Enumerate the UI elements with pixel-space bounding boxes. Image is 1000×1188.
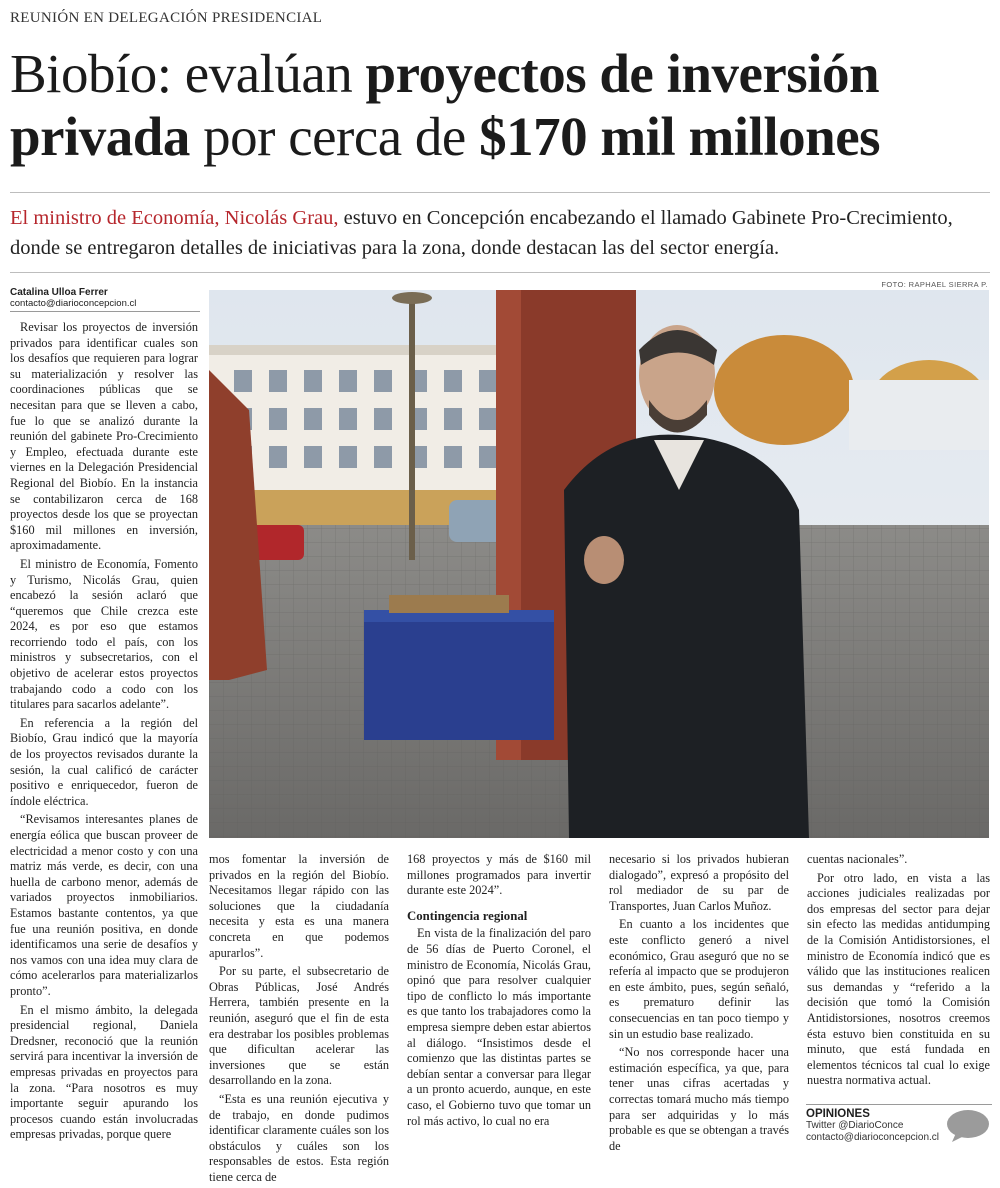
opiniones-box [806,1104,992,1152]
paragraph: Por su parte, el subsecretario de Obras Públicas, José Andrés Herrera, también presente en la reunión, aseguró que el fin de esta era destrabar los posibles problemas que dificultan acelerar las inversiones que se están desarrollando en la zona. [209,964,389,1088]
lead-highlight: El ministro de Economía, Nicolás Grau, [10,207,339,229]
column-4 [609,852,789,1157]
column-2 [209,852,389,1188]
paragraph: “No nos corresponde hacer una estimación específica, ya que, para tener unas cifras acertadas y correctas tomará mucho más tiempo para ser adquiridas y lo más probable es que se obtengan a través de [609,1045,789,1153]
column-1 [10,320,198,1146]
paragraph: El ministro de Economía, Fomento y Turismo, Nicolás Grau, quien encabezó la sesión aclaró que “queremos que Chile crezca este 2024, es por eso que estamos recorriendo todo el país, con los ministros y subsecretarios, con el objetivo de acelerar estos proyectos trabajando codo a codo con los titulares para sacarlos adelante”. [10,556,198,712]
paragraph: En vista de la finalización del paro de 56 días de Puerto Coronel, el ministro de Economía, Nicolás Grau, opinó que para resolver cualquier tipo de conflicto lo más importante es que tanto los trabajadores como la empresa siempre deben estar abiertos al diálogo. “Insistimos desde el comienzo que las distintas partes se debían sentar a conversar para llegar a un pronto acuerdo, aunque, en este caso, el Gobierno tuvo que tomar un rol más activo, lo cual no era [407,926,591,1128]
paragraph: cuentas nacionales”. [807,852,908,866]
divider [10,272,990,273]
paragraph: necesario si los privados hubieran dialogado”, expresó a propósito del rol mediador de su par de Transportes, Juan Carlos Muñoz. [609,852,789,913]
headline [10,42,995,168]
twitter-handle[interactable]: Twitter @DiarioConce [806,1120,904,1131]
paragraph: “Esta es una reunión ejecutiva y de trabajo, en donde pudimos identificar claramente cuáles son los obstáculos y cuáles son los responsables de estos. Esta región tiene cerca de [209,1091,389,1184]
kicker: REUNIÓN EN DELEGACIÓN PRESIDENCIAL [10,10,323,26]
paragraph: mos fomentar la inversión de privados en la región del Biobío. Necesitamos llegar rápido con las soluciones que la ciudadanía necesita y esta es una manera concreta en que podemos apurarlos”. [209,852,389,960]
column-5 [807,852,990,1092]
paragraph: “Revisamos interesantes planes de energía eólica que buscan proveer de electricidad a menor costo y con una matriz más verde, es decir, con una huella de carbono menor, además de variados proyectos inmobiliarios. Estamos bastante contentos, ya que fue una reunión positiva, en donde identificamos una serie de desafíos y nos vamos con una idea muy clara de cómo acelerarlos para materializarlos pronto”. [10,812,198,998]
divider [10,192,990,193]
subheading: Contingencia regional [407,908,528,923]
headline-part-2: por cerca de [189,106,480,167]
paragraph: 168 proyectos y más de $160 mil millones programados para invertir durante este 2024”. [407,852,591,898]
photo-credit: FOTO: RAPHAEL SIERRA P. [881,280,988,289]
paragraph: Por otro lado, en vista a las acciones judiciales realizadas por dos empresas del sector para dejar sin efecto las medidas antidumping de la Comisión Antidistorsiones, el ministro de Economía indicó que es válido que las instituciones realicen sus demandas y “referido a la decisión que tomó la Comisión Antidistorsiones, nosotros creemos ésta estuvo bien constituida en su minuto, que está fundada en elementos técnicos tal cual lo exige nuestra normativa actual. [807,870,990,1088]
headline-part-1: Biobío: evalúan [10,43,366,104]
paragraph: En referencia a la región del Biobío, Grau indicó que la mayoría de los proyectos revisados durante la sesión, la cual calificó de carácter positivo e enriquecedor, fueron de índole eléctrica. [10,715,198,808]
author-name: Catalina Ulloa Ferrer [10,287,108,298]
byline [10,287,200,309]
speech-bubble-icon [946,1109,990,1143]
headline-bold-2: $170 mil millones [479,106,881,167]
column-3 [407,852,591,1132]
lead-text: estuvo en Concepción encabezando el llamado Gabinete Pro-Crecimiento, donde se entregaron detalles de iniciativas para la zona, donde destacan las del sector energía. [10,207,953,259]
divider [10,311,200,312]
lead-paragraph [10,203,995,263]
paragraph: En cuanto a los incidentes que este conflicto generó a nivel económico, Grau aseguró que no se refería al impacto que se produjeron en este ámbito, pues, según señaló, es prematuro definir las consecuencias en tan poco tiempo y sin un estudio base realizado. [609,917,789,1041]
paragraph: Revisar los proyectos de inversión privados para identificar cuales son los desafíos que requieren para lograr su materialización y resolver las coordinaciones públicas que se necesitan para que se lleven a cabo, fue lo que se analizó durante la reunión del gabinete Pro-Crecimiento y Empleo, efectuada durante este viernes en la Delegación Presidencial Regional del Biobío. En la instancia se contabilizaron cerca de 168 proyectos desde los que se proyectan $160 mil millones en inversión, aproximadamente. [10,320,198,553]
author-email: contacto@diarioconcepcion.cl [10,298,137,309]
opiniones-title: OPINIONES [806,1108,870,1120]
headline-bold-1: proyectos de inversión privada [10,43,880,167]
photo-illustration [209,290,989,838]
paragraph: En el mismo ámbito, la delegada presidencial regional, Daniela Dredsner, reconoció que la reunión servirá para incentivar la inversión de empresas privadas en proyectos para la zona. “Para nosotros es muy importante seguir apurando los procesos cuando están involucradas empresas privadas, porque quere [10,1002,198,1142]
article-photo [209,290,989,838]
contact-email[interactable]: contacto@diarioconcepcion.cl [806,1132,940,1143]
